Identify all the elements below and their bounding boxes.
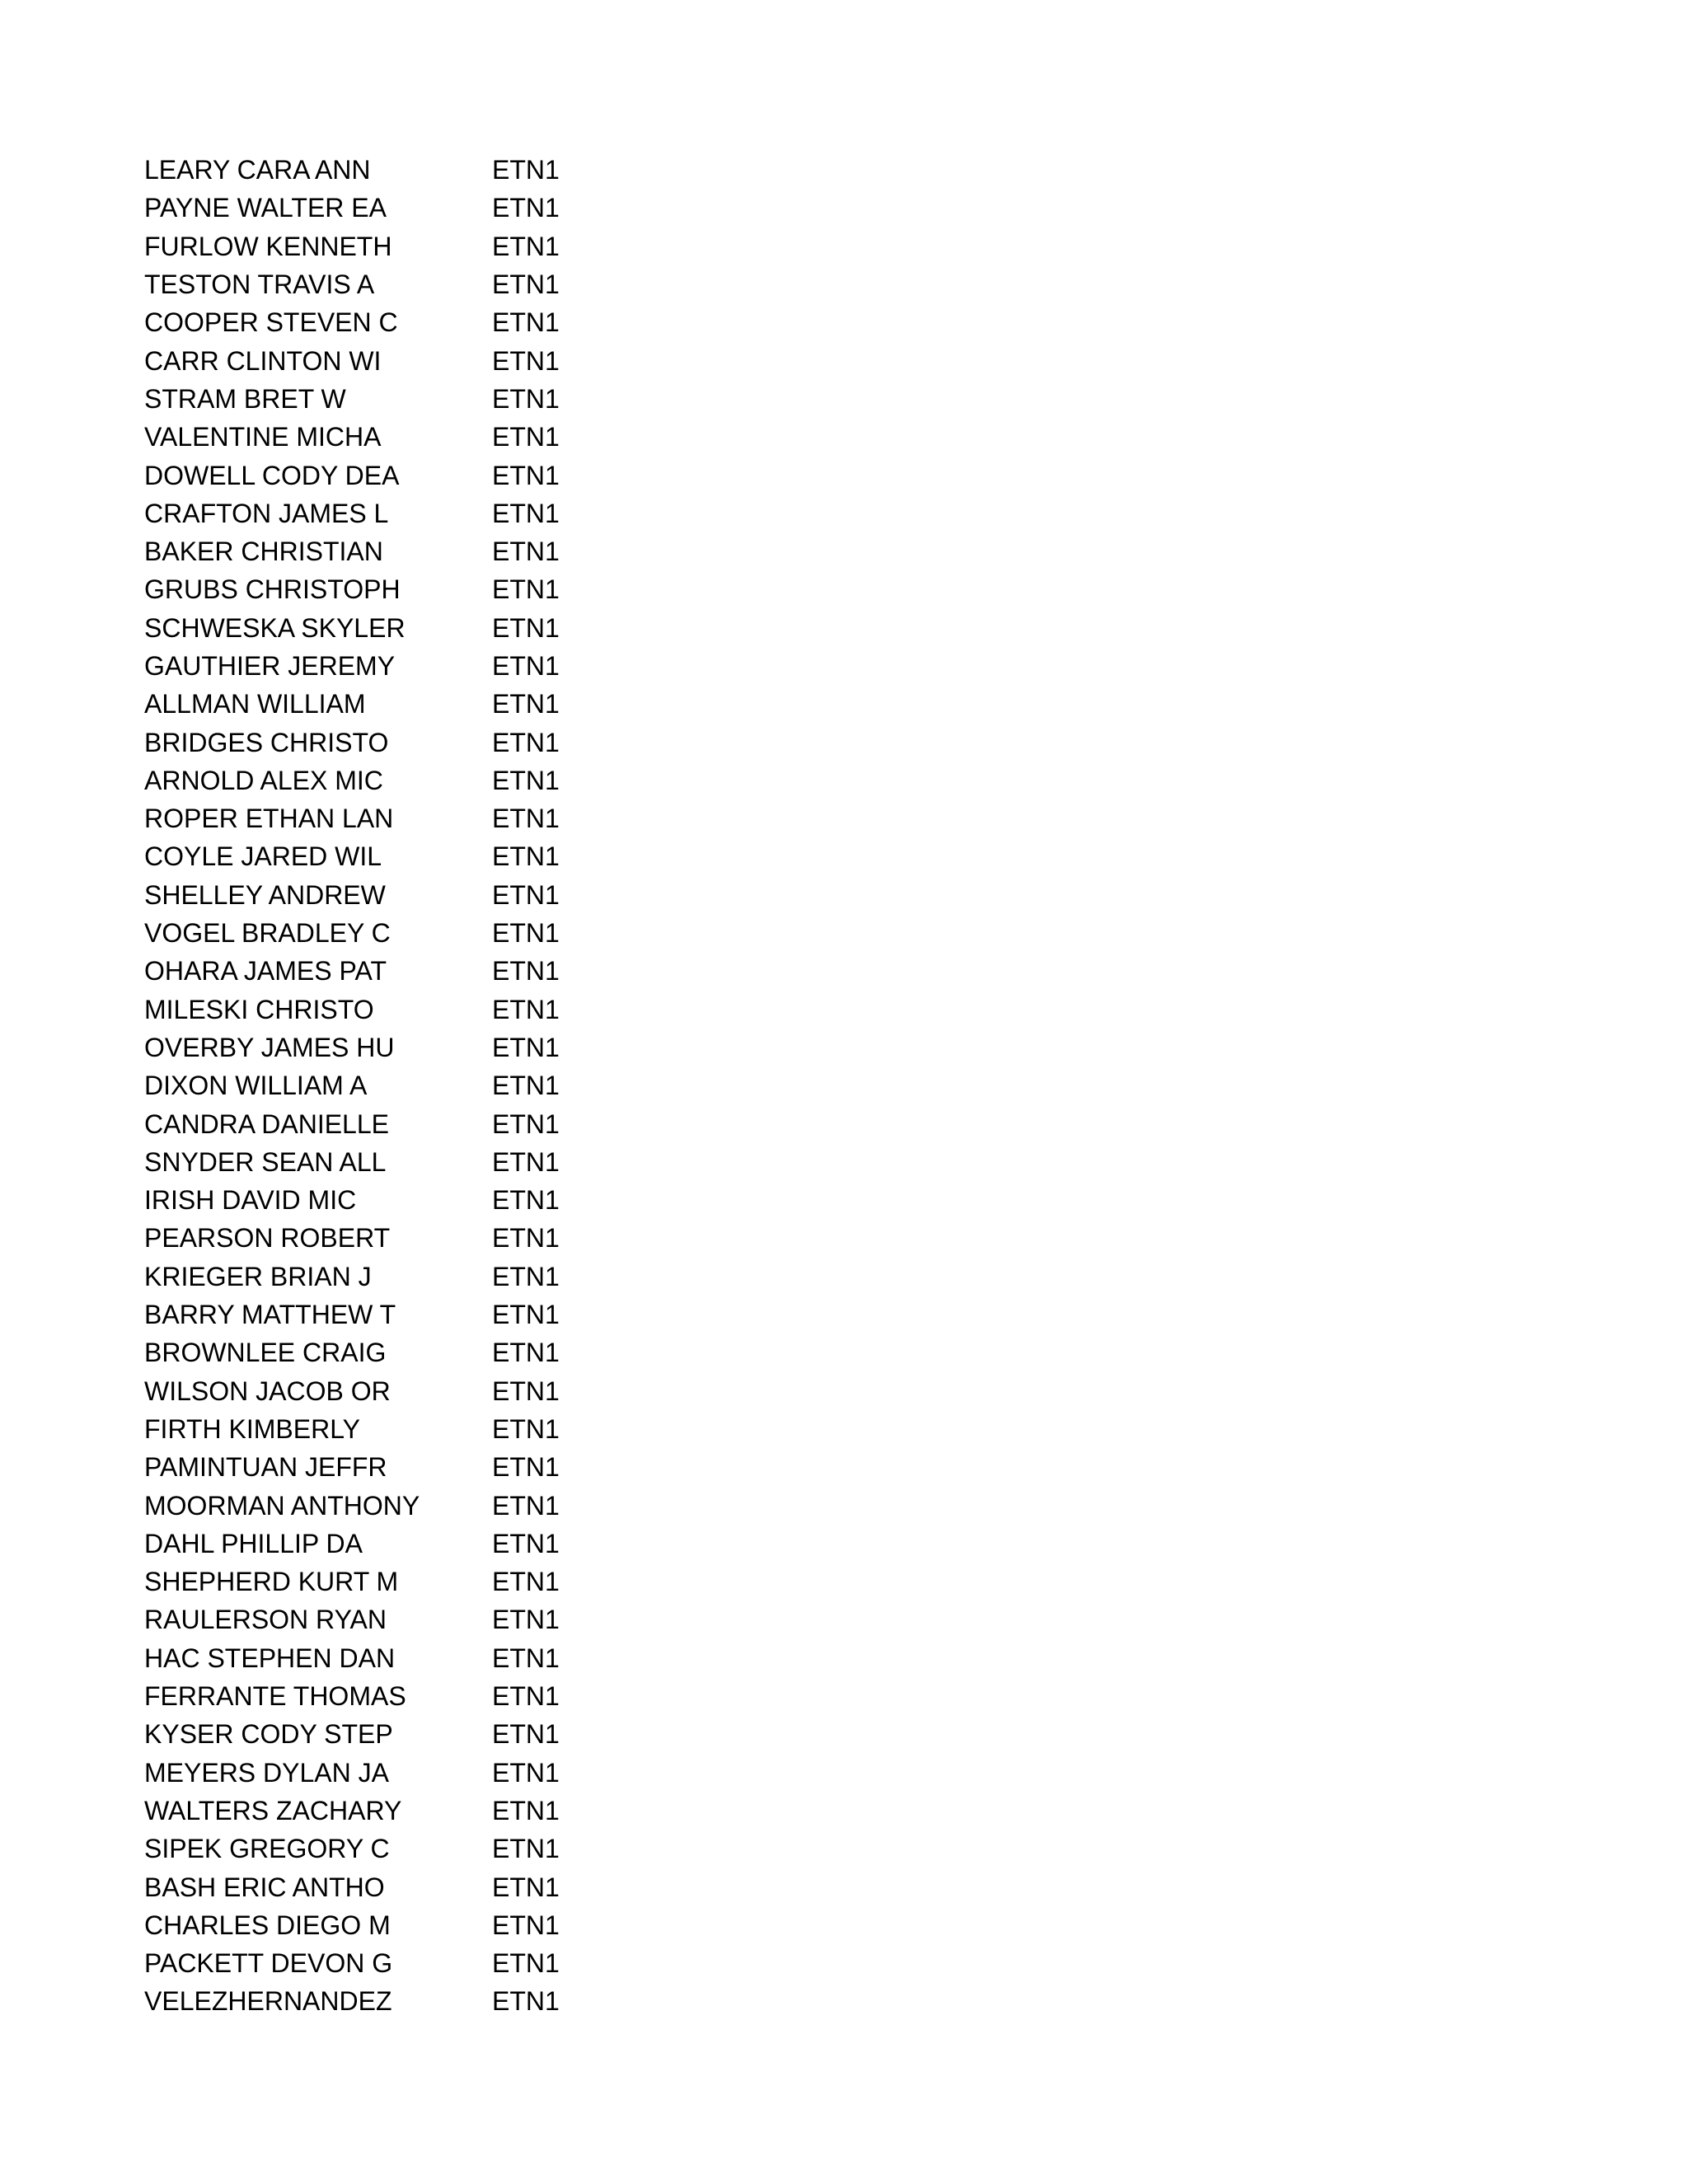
roster-code: ETN1 bbox=[492, 231, 560, 261]
roster-code: ETN1 bbox=[492, 193, 560, 223]
roster-name: FERRANTE THOMAS bbox=[144, 1681, 406, 1712]
roster-name: MEYERS DYLAN JA bbox=[144, 1757, 389, 1788]
roster-name: PEARSON ROBERT bbox=[144, 1223, 391, 1254]
roster-name: SHEPHERD KURT M bbox=[144, 1567, 399, 1597]
table-row bbox=[144, 1333, 639, 1371]
roster-name: KRIEGER BRIAN J bbox=[144, 1261, 372, 1291]
roster-name: VELEZHERNANDEZ bbox=[144, 1986, 392, 2017]
table-row bbox=[144, 1525, 639, 1563]
roster-name: SHELLEY ANDREW bbox=[144, 879, 386, 910]
table-row bbox=[144, 1830, 639, 1868]
table-row bbox=[144, 1906, 639, 1944]
roster-code: ETN1 bbox=[492, 307, 560, 338]
table-row bbox=[144, 762, 639, 799]
roster-code: ETN1 bbox=[492, 1300, 560, 1330]
roster-name: WILSON JACOB OR bbox=[144, 1376, 391, 1406]
roster-name: STRAM BRET W bbox=[144, 383, 346, 414]
roster-name: SCHWESKA SKYLER bbox=[144, 612, 406, 643]
table-row bbox=[144, 1792, 639, 1830]
roster-code: ETN1 bbox=[492, 1605, 560, 1635]
roster-name: GAUTHIER JEREMY bbox=[144, 651, 396, 681]
roster-name: KYSER CODY STEP bbox=[144, 1719, 393, 1750]
table-row bbox=[144, 532, 639, 570]
table-row bbox=[144, 1181, 639, 1219]
roster-code: ETN1 bbox=[492, 879, 560, 910]
roster-name: SNYDER SEAN ALL bbox=[144, 1146, 387, 1177]
roster-code: ETN1 bbox=[492, 537, 560, 567]
table-row bbox=[144, 303, 639, 341]
table-row bbox=[144, 1104, 639, 1142]
roster-code: ETN1 bbox=[492, 651, 560, 681]
roster-name: MILESKI CHRISTO bbox=[144, 994, 374, 1024]
roster-name: PAMINTUAN JEFFR bbox=[144, 1452, 387, 1483]
table-row bbox=[144, 647, 639, 685]
table-row bbox=[144, 876, 639, 914]
table-row bbox=[144, 494, 639, 532]
table-row bbox=[144, 380, 639, 418]
roster-name: BARRY MATTHEW T bbox=[144, 1300, 396, 1330]
roster-code: ETN1 bbox=[492, 1986, 560, 2017]
roster-code: ETN1 bbox=[492, 1338, 560, 1368]
roster-name: OVERBY JAMES HU bbox=[144, 1032, 395, 1062]
roster-name: DAHL PHILLIP DA bbox=[144, 1528, 363, 1558]
table-row bbox=[144, 1296, 639, 1333]
roster-code: ETN1 bbox=[492, 612, 560, 643]
roster-code: ETN1 bbox=[492, 574, 560, 605]
roster-name: VALENTINE MICHA bbox=[144, 422, 382, 452]
table-row bbox=[144, 723, 639, 761]
roster-name: SIPEK GREGORY C bbox=[144, 1834, 390, 1864]
roster-code: ETN1 bbox=[492, 1948, 560, 1979]
table-row bbox=[144, 1486, 639, 1524]
table-row bbox=[144, 1410, 639, 1448]
roster-name: WALTERS ZACHARY bbox=[144, 1795, 402, 1825]
table-row bbox=[144, 189, 639, 227]
table-row bbox=[144, 1219, 639, 1257]
roster-name: BAKER CHRISTIAN bbox=[144, 537, 383, 567]
roster-code: ETN1 bbox=[492, 1834, 560, 1864]
roster-name: ROPER ETHAN LAN bbox=[144, 804, 394, 834]
table-row bbox=[144, 1715, 639, 1753]
roster-code: ETN1 bbox=[492, 1261, 560, 1291]
roster-name: VOGEL BRADLEY C bbox=[144, 918, 391, 949]
roster-name: ARNOLD ALEX MIC bbox=[144, 765, 383, 795]
roster-name: MOORMAN ANTHONY bbox=[144, 1490, 420, 1521]
roster-name: PACKETT DEVON G bbox=[144, 1948, 393, 1979]
roster-code: ETN1 bbox=[492, 1719, 560, 1750]
roster-name: FURLOW KENNETH bbox=[144, 231, 392, 261]
roster-code: ETN1 bbox=[492, 1681, 560, 1712]
roster-code: ETN1 bbox=[492, 918, 560, 949]
roster-name: PAYNE WALTER EA bbox=[144, 193, 387, 223]
roster-name: IRISH DAVID MIC bbox=[144, 1185, 357, 1216]
roster-code: ETN1 bbox=[492, 345, 560, 376]
table-row bbox=[144, 456, 639, 494]
table-row bbox=[144, 1563, 639, 1601]
roster-code: ETN1 bbox=[492, 804, 560, 834]
roster-code: ETN1 bbox=[492, 1643, 560, 1673]
table-row bbox=[144, 1258, 639, 1296]
roster-name: CARR CLINTON WI bbox=[144, 345, 382, 376]
table-row bbox=[144, 685, 639, 723]
table-row bbox=[144, 991, 639, 1029]
roster-code: ETN1 bbox=[492, 1108, 560, 1139]
table-row bbox=[144, 341, 639, 379]
table-row bbox=[144, 1066, 639, 1104]
roster-code: ETN1 bbox=[492, 1528, 560, 1558]
roster-name: LEARY CARA ANN bbox=[144, 155, 371, 185]
roster-list bbox=[144, 151, 639, 2021]
roster-code: ETN1 bbox=[492, 1757, 560, 1788]
roster-name: FIRTH KIMBERLY bbox=[144, 1413, 360, 1444]
roster-code: ETN1 bbox=[492, 1185, 560, 1216]
roster-code: ETN1 bbox=[492, 1872, 560, 1902]
roster-code: ETN1 bbox=[492, 1452, 560, 1483]
roster-name: BRIDGES CHRISTO bbox=[144, 727, 389, 757]
roster-code: ETN1 bbox=[492, 1146, 560, 1177]
table-row bbox=[144, 914, 639, 952]
roster-code: ETN1 bbox=[492, 841, 560, 872]
roster-name: OHARA JAMES PAT bbox=[144, 956, 387, 987]
roster-code: ETN1 bbox=[492, 1910, 560, 1940]
roster-name: TESTON TRAVIS A bbox=[144, 269, 375, 300]
roster-code: ETN1 bbox=[492, 1032, 560, 1062]
table-row bbox=[144, 1944, 639, 1982]
roster-code: ETN1 bbox=[492, 383, 560, 414]
roster-code: ETN1 bbox=[492, 956, 560, 987]
table-row bbox=[144, 1029, 639, 1066]
roster-name: RAULERSON RYAN bbox=[144, 1605, 387, 1635]
roster-code: ETN1 bbox=[492, 1071, 560, 1101]
roster-code: ETN1 bbox=[492, 1795, 560, 1825]
table-row bbox=[144, 952, 639, 990]
roster-code: ETN1 bbox=[492, 155, 560, 185]
roster-code: ETN1 bbox=[492, 269, 560, 300]
roster-code: ETN1 bbox=[492, 1413, 560, 1444]
roster-name: CANDRA DANIELLE bbox=[144, 1108, 389, 1139]
roster-name: GRUBS CHRISTOPH bbox=[144, 574, 401, 605]
table-row bbox=[144, 1868, 639, 1905]
roster-name: CHARLES DIEGO M bbox=[144, 1910, 391, 1940]
table-row bbox=[144, 1982, 639, 2020]
table-row bbox=[144, 1448, 639, 1486]
table-row bbox=[144, 227, 639, 265]
roster-name: COOPER STEVEN C bbox=[144, 307, 398, 338]
table-row bbox=[144, 837, 639, 875]
roster-name: BROWNLEE CRAIG bbox=[144, 1338, 387, 1368]
table-row bbox=[144, 265, 639, 303]
roster-code: ETN1 bbox=[492, 727, 560, 757]
table-row bbox=[144, 418, 639, 456]
table-row bbox=[144, 151, 639, 189]
roster-name: CRAFTON JAMES L bbox=[144, 498, 389, 528]
roster-code: ETN1 bbox=[492, 1376, 560, 1406]
roster-code: ETN1 bbox=[492, 1490, 560, 1521]
roster-code: ETN1 bbox=[492, 422, 560, 452]
table-row bbox=[144, 570, 639, 608]
roster-name: COYLE JARED WIL bbox=[144, 841, 382, 872]
table-row bbox=[144, 1601, 639, 1638]
table-row bbox=[144, 1372, 639, 1410]
roster-code: ETN1 bbox=[492, 1223, 560, 1254]
table-row bbox=[144, 1143, 639, 1181]
table-row bbox=[144, 1677, 639, 1715]
roster-name: HAC STEPHEN DAN bbox=[144, 1643, 396, 1673]
roster-code: ETN1 bbox=[492, 689, 560, 719]
roster-name: DIXON WILLIAM A bbox=[144, 1071, 368, 1101]
roster-code: ETN1 bbox=[492, 498, 560, 528]
table-row bbox=[144, 1639, 639, 1677]
table-row bbox=[144, 1753, 639, 1791]
table-row bbox=[144, 799, 639, 837]
roster-code: ETN1 bbox=[492, 765, 560, 795]
roster-code: ETN1 bbox=[492, 1567, 560, 1597]
roster-name: ALLMAN WILLIAM bbox=[144, 689, 366, 719]
roster-code: ETN1 bbox=[492, 994, 560, 1024]
table-row bbox=[144, 609, 639, 647]
roster-name: DOWELL CODY DEA bbox=[144, 460, 400, 490]
roster-name: BASH ERIC ANTHO bbox=[144, 1872, 385, 1902]
roster-code: ETN1 bbox=[492, 460, 560, 490]
